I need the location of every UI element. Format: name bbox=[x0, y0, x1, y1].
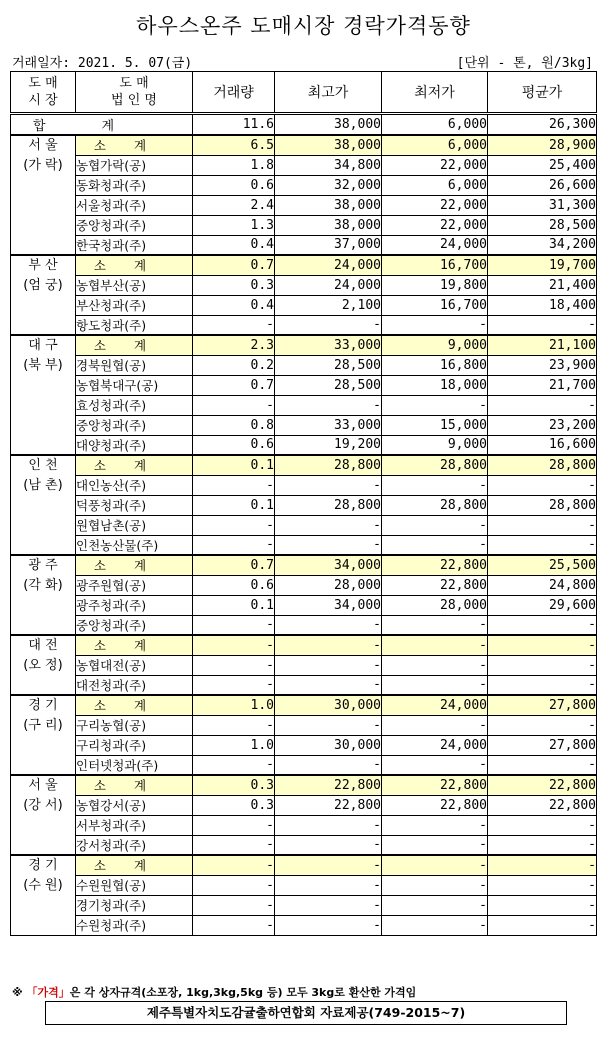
volume-cell: 0.6 bbox=[193, 175, 275, 195]
min-price-cell: 24,000 bbox=[382, 695, 488, 715]
max-price-cell: - bbox=[275, 535, 382, 555]
min-price-cell: - bbox=[382, 755, 488, 775]
market-name: 서 울 (강 서) bbox=[11, 775, 76, 855]
price-note: ※ 「가격」은 각 상자규격(소포장, 1kg,3kg,5kg 등) 모두 3kg로 환산한 가격임 bbox=[12, 986, 417, 999]
table-row bbox=[11, 795, 597, 815]
table-row bbox=[11, 615, 597, 635]
corp-name: 수원원협(공) bbox=[76, 875, 193, 895]
max-price-cell: 33,000 bbox=[275, 335, 382, 355]
market-name: 대 전 (오 정) bbox=[11, 635, 76, 695]
total-volume: 11.6 bbox=[193, 114, 275, 136]
min-price-cell: 22,000 bbox=[382, 155, 488, 175]
volume-cell: - bbox=[193, 855, 275, 875]
min-price-cell: - bbox=[382, 675, 488, 695]
volume-cell: 0.1 bbox=[193, 455, 275, 475]
table-row bbox=[11, 755, 597, 775]
corp-name: 수원청과(주) bbox=[76, 915, 193, 935]
volume-cell: 0.3 bbox=[193, 275, 275, 295]
max-price-cell: - bbox=[275, 815, 382, 835]
volume-cell: 0.7 bbox=[193, 555, 275, 575]
min-price-cell: 18,000 bbox=[382, 375, 488, 395]
corp-name: 소계 bbox=[76, 135, 193, 155]
max-price-cell: 28,500 bbox=[275, 355, 382, 375]
corp-name: 중앙청과(주) bbox=[76, 615, 193, 635]
max-price-cell: 22,800 bbox=[275, 775, 382, 795]
avg-price-cell: - bbox=[488, 675, 597, 695]
table-row bbox=[11, 155, 597, 175]
max-price-cell: 33,000 bbox=[275, 415, 382, 435]
table-row bbox=[11, 735, 597, 755]
min-price-cell: - bbox=[382, 635, 488, 655]
corp-name: 중앙청과(주) bbox=[76, 215, 193, 235]
volume-cell: - bbox=[193, 475, 275, 495]
volume-cell: 0.8 bbox=[193, 415, 275, 435]
min-price-cell: - bbox=[382, 895, 488, 915]
volume-cell: 0.4 bbox=[193, 295, 275, 315]
volume-cell: - bbox=[193, 675, 275, 695]
max-price-cell: - bbox=[275, 395, 382, 415]
max-price-cell: - bbox=[275, 315, 382, 335]
avg-price-cell: 27,800 bbox=[488, 735, 597, 755]
subtotal-row bbox=[11, 695, 597, 715]
corp-name: 효성청과(주) bbox=[76, 395, 193, 415]
corp-name: 농협북대구(공) bbox=[76, 375, 193, 395]
avg-price-cell: 25,400 bbox=[488, 155, 597, 175]
header-volume: 거래량 bbox=[193, 72, 275, 114]
corp-name: 경북원협(공) bbox=[76, 355, 193, 375]
max-price-cell: - bbox=[275, 855, 382, 875]
min-price-cell: 16,800 bbox=[382, 355, 488, 375]
corp-name: 소계 bbox=[76, 775, 193, 795]
min-price-cell: - bbox=[382, 915, 488, 935]
source-box: 제주특별자치도감귤출하연합회 자료제공(749-2015~7) bbox=[45, 1001, 567, 1025]
subtotal-row bbox=[11, 135, 597, 155]
avg-price-cell: - bbox=[488, 715, 597, 735]
max-price-cell: 28,000 bbox=[275, 575, 382, 595]
avg-price-cell: 23,900 bbox=[488, 355, 597, 375]
volume-cell: - bbox=[193, 635, 275, 655]
avg-price-cell: - bbox=[488, 895, 597, 915]
table-row bbox=[11, 815, 597, 835]
avg-price-cell: - bbox=[488, 835, 597, 855]
max-price-cell: 24,000 bbox=[275, 255, 382, 275]
market-name: 광 주 (각 화) bbox=[11, 555, 76, 635]
corp-name: 구리농협(공) bbox=[76, 715, 193, 735]
max-price-cell: 38,000 bbox=[275, 135, 382, 155]
table-row bbox=[11, 395, 597, 415]
corp-name: 농협가락(공) bbox=[76, 155, 193, 175]
corp-name: 소계 bbox=[76, 455, 193, 475]
avg-price-cell: - bbox=[488, 395, 597, 415]
max-price-cell: 34,800 bbox=[275, 155, 382, 175]
min-price-cell: - bbox=[382, 655, 488, 675]
subtotal-row bbox=[11, 555, 597, 575]
volume-cell: - bbox=[193, 615, 275, 635]
avg-price-cell: - bbox=[488, 315, 597, 335]
avg-price-cell: 21,400 bbox=[488, 275, 597, 295]
table-row bbox=[11, 235, 597, 255]
max-price-cell: 24,000 bbox=[275, 275, 382, 295]
price-table bbox=[10, 71, 597, 936]
corp-name: 덕풍청과(주) bbox=[76, 495, 193, 515]
volume-cell: - bbox=[193, 815, 275, 835]
max-price-cell: - bbox=[275, 755, 382, 775]
total-min: 6,000 bbox=[382, 114, 488, 136]
min-price-cell: 16,700 bbox=[382, 255, 488, 275]
min-price-cell: 22,800 bbox=[382, 575, 488, 595]
header-corp: 도 매 법 인 명 bbox=[76, 72, 193, 114]
volume-cell: - bbox=[193, 835, 275, 855]
header-max: 최고가 bbox=[275, 72, 382, 114]
max-price-cell: - bbox=[275, 515, 382, 535]
volume-cell: 0.1 bbox=[193, 595, 275, 615]
max-price-cell: 32,000 bbox=[275, 175, 382, 195]
corp-name: 동화청과(주) bbox=[76, 175, 193, 195]
volume-cell: - bbox=[193, 715, 275, 735]
table-row bbox=[11, 835, 597, 855]
total-label: 합계 bbox=[11, 114, 193, 136]
min-price-cell: 22,800 bbox=[382, 555, 488, 575]
corp-name: 강서청과(주) bbox=[76, 835, 193, 855]
max-price-cell: 28,800 bbox=[275, 455, 382, 475]
volume-cell: 1.0 bbox=[193, 735, 275, 755]
min-price-cell: 28,800 bbox=[382, 455, 488, 475]
avg-price-cell: 26,600 bbox=[488, 175, 597, 195]
corp-name: 광주원협(공) bbox=[76, 575, 193, 595]
corp-name: 한국청과(주) bbox=[76, 235, 193, 255]
corp-name: 원협남촌(공) bbox=[76, 515, 193, 535]
corp-name: 중앙청과(주) bbox=[76, 415, 193, 435]
volume-cell: 0.6 bbox=[193, 435, 275, 455]
page-title: 하우스온주 도매시장 경락가격동향 bbox=[136, 14, 471, 38]
volume-cell: - bbox=[193, 315, 275, 335]
volume-cell: - bbox=[193, 915, 275, 935]
avg-price-cell: 22,800 bbox=[488, 795, 597, 815]
corp-name: 서부청과(주) bbox=[76, 815, 193, 835]
subtotal-row bbox=[11, 635, 597, 655]
max-price-cell: - bbox=[275, 615, 382, 635]
avg-price-cell: 31,300 bbox=[488, 195, 597, 215]
avg-price-cell: 21,100 bbox=[488, 335, 597, 355]
table-row bbox=[11, 895, 597, 915]
table-row bbox=[11, 535, 597, 555]
volume-cell: 1.3 bbox=[193, 215, 275, 235]
max-price-cell: 37,000 bbox=[275, 235, 382, 255]
volume-cell: 0.2 bbox=[193, 355, 275, 375]
min-price-cell: 24,000 bbox=[382, 235, 488, 255]
max-price-cell: - bbox=[275, 675, 382, 695]
min-price-cell: - bbox=[382, 835, 488, 855]
volume-cell: - bbox=[193, 515, 275, 535]
corp-name: 서울청과(주) bbox=[76, 195, 193, 215]
header-avg: 평균가 bbox=[488, 72, 597, 114]
min-price-cell: 6,000 bbox=[382, 135, 488, 155]
max-price-cell: 34,000 bbox=[275, 555, 382, 575]
volume-cell: 2.3 bbox=[193, 335, 275, 355]
min-price-cell: 24,000 bbox=[382, 735, 488, 755]
min-price-cell: - bbox=[382, 315, 488, 335]
subtotal-row bbox=[11, 255, 597, 275]
max-price-cell: 2,100 bbox=[275, 295, 382, 315]
volume-cell: 6.5 bbox=[193, 135, 275, 155]
volume-cell: 2.4 bbox=[193, 195, 275, 215]
min-price-cell: 22,000 bbox=[382, 215, 488, 235]
avg-price-cell: 34,200 bbox=[488, 235, 597, 255]
corp-name: 소계 bbox=[76, 335, 193, 355]
avg-price-cell: 25,500 bbox=[488, 555, 597, 575]
avg-price-cell: - bbox=[488, 475, 597, 495]
max-price-cell: 22,800 bbox=[275, 795, 382, 815]
volume-cell: - bbox=[193, 875, 275, 895]
min-price-cell: - bbox=[382, 515, 488, 535]
avg-price-cell: 24,800 bbox=[488, 575, 597, 595]
avg-price-cell: 18,400 bbox=[488, 295, 597, 315]
market-name: 대 구 (북 부) bbox=[11, 335, 76, 455]
corp-name: 구리청과(주) bbox=[76, 735, 193, 755]
corp-name: 농협강서(공) bbox=[76, 795, 193, 815]
volume-cell: - bbox=[193, 655, 275, 675]
market-name: 경 기 (수 원) bbox=[11, 855, 76, 935]
avg-price-cell: - bbox=[488, 615, 597, 635]
max-price-cell: 30,000 bbox=[275, 735, 382, 755]
avg-price-cell: - bbox=[488, 635, 597, 655]
volume-cell: 0.3 bbox=[193, 795, 275, 815]
max-price-cell: 28,500 bbox=[275, 375, 382, 395]
min-price-cell: 22,000 bbox=[382, 195, 488, 215]
table-row bbox=[11, 435, 597, 455]
trade-date: 거래일자: 2021. 5. 07(금) bbox=[12, 56, 193, 71]
max-price-cell: - bbox=[275, 715, 382, 735]
min-price-cell: 19,800 bbox=[382, 275, 488, 295]
table-row bbox=[11, 515, 597, 535]
min-price-cell: 6,000 bbox=[382, 175, 488, 195]
volume-cell: - bbox=[193, 895, 275, 915]
table-row bbox=[11, 275, 597, 295]
volume-cell: - bbox=[193, 395, 275, 415]
market-name: 서 울 (가 락) bbox=[11, 135, 76, 255]
min-price-cell: 22,800 bbox=[382, 795, 488, 815]
avg-price-cell: 28,900 bbox=[488, 135, 597, 155]
avg-price-cell: 29,600 bbox=[488, 595, 597, 615]
avg-price-cell: - bbox=[488, 515, 597, 535]
header-min: 최저가 bbox=[382, 72, 488, 114]
corp-name: 소계 bbox=[76, 555, 193, 575]
corp-name: 농협부산(공) bbox=[76, 275, 193, 295]
max-price-cell: 30,000 bbox=[275, 695, 382, 715]
avg-price-cell: - bbox=[488, 915, 597, 935]
avg-price-cell: - bbox=[488, 875, 597, 895]
avg-price-cell: - bbox=[488, 655, 597, 675]
avg-price-cell: - bbox=[488, 755, 597, 775]
max-price-cell: - bbox=[275, 875, 382, 895]
max-price-cell: - bbox=[275, 835, 382, 855]
volume-cell: 0.3 bbox=[193, 775, 275, 795]
corp-name: 소계 bbox=[76, 855, 193, 875]
volume-cell: 1.8 bbox=[193, 155, 275, 175]
corp-name: 부산청과(주) bbox=[76, 295, 193, 315]
corp-name: 농협대전(공) bbox=[76, 655, 193, 675]
corp-name: 경기청과(주) bbox=[76, 895, 193, 915]
min-price-cell: - bbox=[382, 395, 488, 415]
table-row bbox=[11, 475, 597, 495]
corp-name: 인터넷청과(주) bbox=[76, 755, 193, 775]
table-row bbox=[11, 575, 597, 595]
volume-cell: 0.7 bbox=[193, 375, 275, 395]
market-name: 부 산 (엄 궁) bbox=[11, 255, 76, 335]
max-price-cell: 34,000 bbox=[275, 595, 382, 615]
min-price-cell: 15,000 bbox=[382, 415, 488, 435]
avg-price-cell: 23,200 bbox=[488, 415, 597, 435]
header-market: 도 매 시 장 bbox=[11, 72, 76, 114]
table-row bbox=[11, 915, 597, 935]
corp-name: 대양청과(주) bbox=[76, 435, 193, 455]
corp-name: 소계 bbox=[76, 635, 193, 655]
avg-price-cell: 22,800 bbox=[488, 775, 597, 795]
subtotal-row bbox=[11, 335, 597, 355]
total-row bbox=[11, 114, 597, 136]
min-price-cell: 9,000 bbox=[382, 335, 488, 355]
max-price-cell: 19,200 bbox=[275, 435, 382, 455]
corp-name: 대전청과(주) bbox=[76, 675, 193, 695]
avg-price-cell: - bbox=[488, 815, 597, 835]
table-row bbox=[11, 175, 597, 195]
volume-cell: 0.6 bbox=[193, 575, 275, 595]
table-row bbox=[11, 415, 597, 435]
max-price-cell: 38,000 bbox=[275, 195, 382, 215]
table-row bbox=[11, 355, 597, 375]
volume-cell: - bbox=[193, 535, 275, 555]
table-row bbox=[11, 875, 597, 895]
table-header bbox=[11, 72, 597, 114]
max-price-cell: - bbox=[275, 635, 382, 655]
avg-price-cell: 28,500 bbox=[488, 215, 597, 235]
table-row bbox=[11, 375, 597, 395]
max-price-cell: - bbox=[275, 655, 382, 675]
table-row bbox=[11, 655, 597, 675]
market-name: 인 천 (남 촌) bbox=[11, 455, 76, 555]
subtotal-row bbox=[11, 455, 597, 475]
min-price-cell: 16,700 bbox=[382, 295, 488, 315]
table-row bbox=[11, 295, 597, 315]
volume-cell: 1.0 bbox=[193, 695, 275, 715]
max-price-cell: 38,000 bbox=[275, 215, 382, 235]
avg-price-cell: 28,800 bbox=[488, 455, 597, 475]
volume-cell: 0.7 bbox=[193, 255, 275, 275]
total-avg: 26,300 bbox=[488, 114, 597, 136]
min-price-cell: 28,800 bbox=[382, 495, 488, 515]
volume-cell: 0.1 bbox=[193, 495, 275, 515]
min-price-cell: - bbox=[382, 815, 488, 835]
table-row bbox=[11, 195, 597, 215]
volume-cell: 0.4 bbox=[193, 235, 275, 255]
table-row bbox=[11, 495, 597, 515]
table-row bbox=[11, 675, 597, 695]
min-price-cell: - bbox=[382, 855, 488, 875]
avg-price-cell: - bbox=[488, 855, 597, 875]
corp-name: 항도청과(주) bbox=[76, 315, 193, 335]
max-price-cell: 28,800 bbox=[275, 495, 382, 515]
min-price-cell: 9,000 bbox=[382, 435, 488, 455]
avg-price-cell: 21,700 bbox=[488, 375, 597, 395]
corp-name: 광주청과(주) bbox=[76, 595, 193, 615]
corp-name: 소계 bbox=[76, 695, 193, 715]
max-price-cell: - bbox=[275, 915, 382, 935]
unit-label: [단위 - 톤, 원/3kg] bbox=[456, 56, 593, 71]
subtotal-row bbox=[11, 855, 597, 875]
avg-price-cell: 16,600 bbox=[488, 435, 597, 455]
max-price-cell: - bbox=[275, 475, 382, 495]
min-price-cell: 22,800 bbox=[382, 775, 488, 795]
avg-price-cell: 27,800 bbox=[488, 695, 597, 715]
subtotal-row bbox=[11, 775, 597, 795]
table-row bbox=[11, 595, 597, 615]
corp-name: 대인농산(주) bbox=[76, 475, 193, 495]
min-price-cell: - bbox=[382, 475, 488, 495]
min-price-cell: - bbox=[382, 715, 488, 735]
market-name: 경 기 (구 리) bbox=[11, 695, 76, 775]
table-row bbox=[11, 215, 597, 235]
total-max: 38,000 bbox=[275, 114, 382, 136]
min-price-cell: - bbox=[382, 535, 488, 555]
table-row bbox=[11, 315, 597, 335]
min-price-cell: - bbox=[382, 875, 488, 895]
min-price-cell: 28,000 bbox=[382, 595, 488, 615]
table-row bbox=[11, 715, 597, 735]
volume-cell: - bbox=[193, 755, 275, 775]
min-price-cell: - bbox=[382, 615, 488, 635]
avg-price-cell: 19,700 bbox=[488, 255, 597, 275]
avg-price-cell: 28,800 bbox=[488, 495, 597, 515]
avg-price-cell: - bbox=[488, 535, 597, 555]
max-price-cell: - bbox=[275, 895, 382, 915]
corp-name: 인천농산물(주) bbox=[76, 535, 193, 555]
corp-name: 소계 bbox=[76, 255, 193, 275]
